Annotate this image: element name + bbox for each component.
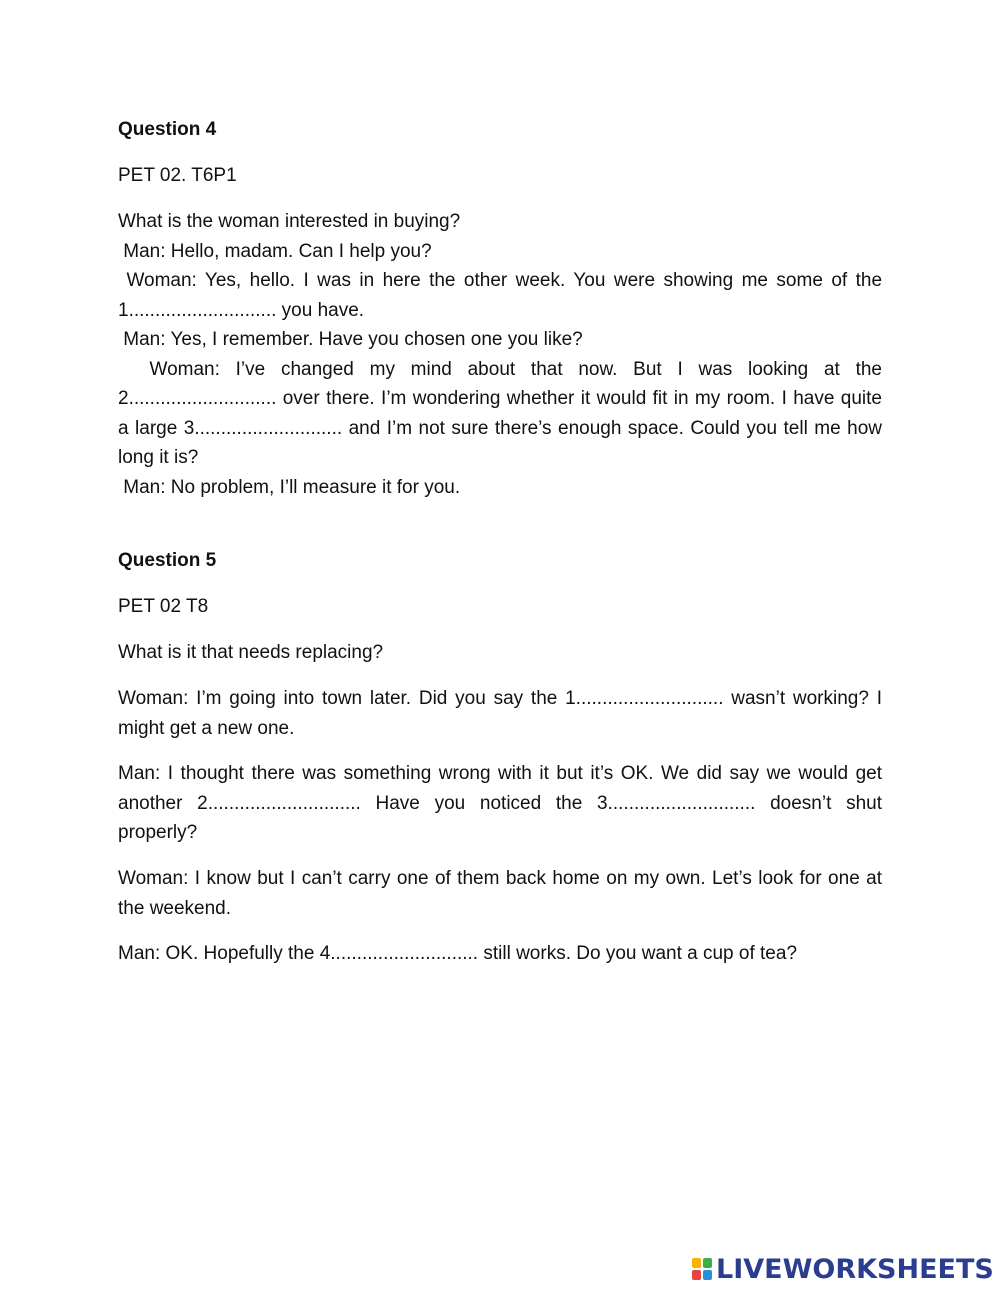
transcript-paragraph: Man: I thought there was something wrong with it but it’s OK. We did say we would get another 2............................. Have you noticed the 3............................ doesn’t shut properly? [118, 763, 882, 843]
question-5-heading: Question 5 [118, 550, 217, 571]
question-4-heading: Question 4 [118, 119, 217, 140]
transcript-line: Woman: I’ve changed my mind about that now. But I was looking at the 2............................ over there. I’m wondering whether it would fit in my room. I have quite a large 3............................ and I’m not sure there’s enough space. Could you tell me how long it is? [118, 358, 888, 468]
transcript-paragraph: Woman: I know but I can’t carry one of them back home on my own. Let’s look for one at the weekend. [118, 868, 882, 919]
logo-text: LIVEWORKSHEETS [716, 1253, 994, 1285]
logo-mark-icon [692, 1258, 712, 1280]
logo-mark-square [703, 1270, 712, 1280]
logo-mark-square [692, 1270, 701, 1280]
transcript-paragraph: Woman: I’m going into town later. Did you say the 1............................ wasn’t working? I might get a new one. [118, 688, 882, 739]
question-4-transcript [118, 207, 888, 502]
logo-mark-square [703, 1258, 712, 1268]
logo-mark-square [692, 1258, 701, 1268]
transcript-line: Man: No problem, I’ll measure it for you. [118, 476, 461, 498]
question-4-prompt: What is the woman interested in buying? [118, 211, 461, 232]
transcript-line: Man: Yes, I remember. Have you chosen one you like? [118, 329, 583, 350]
liveworksheets-logo [692, 1254, 994, 1284]
question-4-code: PET 02. T6P1 [118, 165, 237, 186]
transcript-paragraph: Man: OK. Hopefully the 4............................ still works. Do you want a cup of tea? [118, 943, 798, 964]
transcript-line: Woman: Yes, hello. I was in here the other week. You were showing me some of the 1............................ you have. [118, 270, 888, 321]
transcript-line: Man: Hello, madam. Can I help you? [118, 240, 432, 262]
question-5-code: PET 02 T8 [118, 596, 209, 617]
question-5-prompt: What is it that needs replacing? [118, 642, 384, 663]
